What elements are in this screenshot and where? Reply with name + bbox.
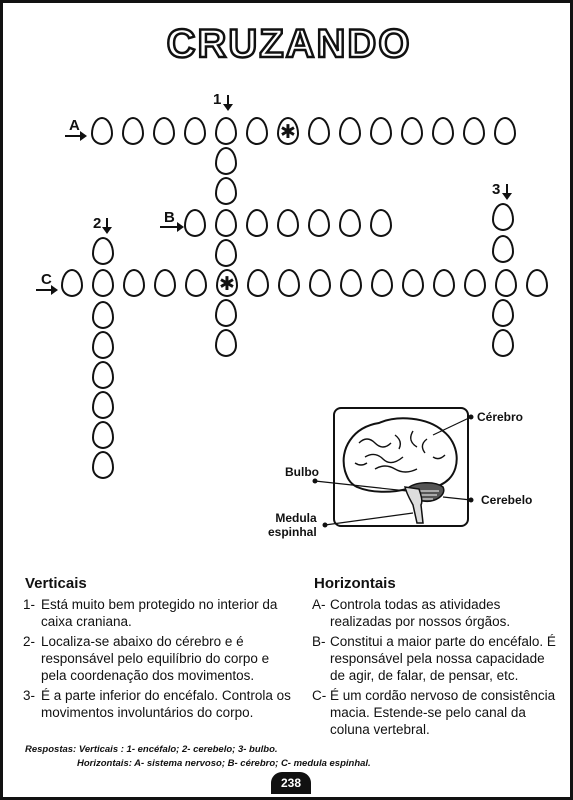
- clue-text: Constitui a maior parte do encéfalo. É responsável pela nossa capacidade de agir, de falar, de pensar, etc.: [330, 634, 556, 683]
- clue-text: É a parte inferior do encéfalo. Controla os movimentos involuntários do corpo.: [41, 688, 291, 720]
- clue-key: A-: [312, 597, 326, 612]
- page-number: 238: [271, 772, 311, 794]
- page-title: CRUZANDO: [166, 22, 412, 65]
- horizontal-clue-2: [312, 633, 560, 684]
- clue-key: 3-: [23, 688, 36, 703]
- answer-line-verticais: Respostas: Verticais : 1- encéfalo; 2- cerebelo; 3- bulbo.: [25, 744, 278, 755]
- answer-key: [25, 743, 545, 771]
- horizontal-clue-1: [312, 596, 560, 630]
- asterisk-icon: ✱: [219, 273, 235, 295]
- clues-horizontais: [312, 596, 560, 741]
- clue-key: B-: [312, 634, 326, 649]
- clue-letter-b: B: [164, 209, 175, 226]
- clue-letter-c: C: [41, 271, 52, 288]
- clue-key: 1-: [23, 597, 36, 612]
- horizontal-clue-3: [312, 687, 560, 738]
- clue-text: Controla todas as atividades realizadas por nossos órgãos.: [330, 597, 511, 629]
- label-cerebro: Cérebro: [477, 410, 524, 424]
- diagram-pointer-lines: [3, 3, 573, 563]
- clue-key: C-: [312, 688, 327, 703]
- clue-key: 2-: [23, 634, 36, 649]
- label-bulbo: Bulbo: [285, 465, 319, 479]
- heading-verticais: Verticais: [25, 575, 87, 592]
- asterisk-icon: ✱: [280, 121, 296, 143]
- clue-letter-a: A: [69, 117, 80, 134]
- answer-line-horizontais: Horizontais: A- sistema nervoso; B- cérebro; C- medula espinhal.: [77, 758, 371, 769]
- clue-number-3: 3: [492, 181, 501, 198]
- label-medula-espinhal: Medula espinhal: [268, 511, 317, 539]
- heading-horizontais: Horizontais: [314, 575, 396, 592]
- vertical-clue-1: [23, 596, 295, 630]
- clue-text: É um cordão nervoso de consistência macia. Estende-se pelo canal da coluna vertebral.: [330, 688, 556, 737]
- clue-text: Localiza-se abaixo do cérebro e é responsável pelo equilíbrio do corpo e pela coordenação dos movimentos.: [41, 634, 270, 683]
- clues-verticais: [23, 596, 295, 724]
- clue-number-1: 1: [213, 91, 222, 108]
- vertical-clue-2: [23, 633, 295, 684]
- clue-number-2: 2: [93, 215, 102, 232]
- clue-text: Está muito bem protegido no interior da caixa craniana.: [41, 597, 278, 629]
- vertical-clue-3: [23, 687, 295, 721]
- label-cerebelo: Cerebelo: [481, 493, 533, 507]
